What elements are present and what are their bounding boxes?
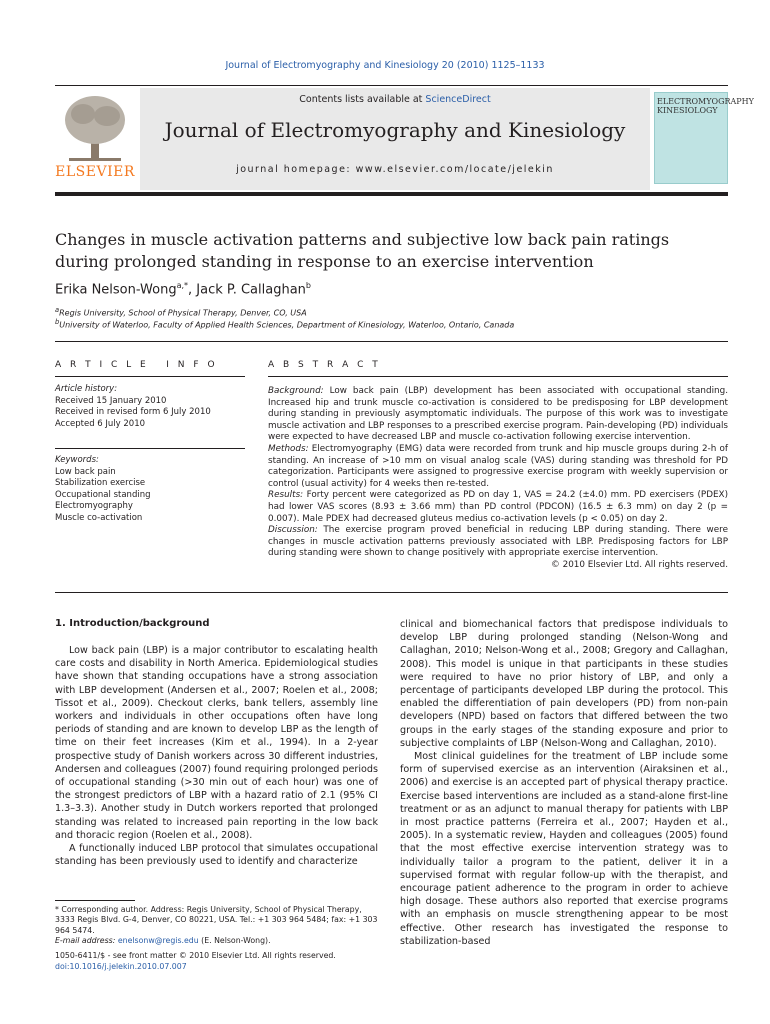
cover-title: ELECTROMYOGRAPHY KINESIOLOGY [657,97,754,115]
masthead-rule [55,192,728,196]
affiliation-text: University of Waterloo, Faculty of Applied Health Sciences, Department of Kinesiology, Waterloo, Ontario, Canada [59,320,515,330]
keyword: Stabilization exercise [55,478,146,489]
keyword: Electromyography [55,501,133,512]
email-link[interactable]: enelsonw@regis.edu [117,936,199,946]
body-paragraph: Low back pain (LBP) is a major contributor to escalating health care costs and disability in North America. Epidemiological studies have shown that standing occupations have a strong association with LBP development (Andersen et al., 2007; Roelen et al., 2008; Tissot et al., 2009). Checkout clerks, bank tellers, assembly line workers and individuals in other occupations often have long periods of standing and are known to develop LBP as the length of time on their feet increases (Kim et al., 1994). In a 2-year prospective study of Danish workers across 30 different industries, Andersen and colleagues (2007) found requiring prolonged periods of occupational standing (>30 min out of each hour) was one of the strongest predictors of LBP with a hazard ratio of 2.1 (95% CI 1.3–3.3). Another study in Dutch workers reported that prolonged standing was related to increased pain reporting in the low back and thoracic region (Roelen et al., 2008). [55,645,378,841]
abstract-methods [268,444,728,490]
abstract-text: Low back pain (LBP) development has been associated with occupational standing. Increased hip and trunk muscle co-activation is considered to be predisposing for LBP development during standing in previously asymptomatic individuals. The purpose of this work was to investigate muscle activation and LBP responses to a prescribed exercise program. Pain-developing (PD) individuals were expected to have decreased LBP and muscle co-activation following exercise intervention. [268,386,728,443]
issn-line: 1050-6411/$ - see front matter © 2010 Elsevier Ltd. All rights reserved. [55,951,336,960]
abstract-copyright: © 2010 Elsevier Ltd. All rights reserved. [551,559,728,570]
affiliation-a [55,306,307,318]
email-label: E-mail address: [55,936,116,946]
journal-name: Journal of Electromyography and Kinesiology [164,118,626,142]
running-head[interactable]: Journal of Electromyography and Kinesiology 20 (2010) 1125–1133 [225,60,545,71]
abstract-text: Electromyography (EMG) data were recorded from trunk and hip muscle groups during 2-h of standing. An increase of >10 mm on visual analog scale (VAS) during standing was threshold for PD categorization. Participants were assigned to progressive exercise program with weekly supervision or control (usual activity) for 4 weeks then re-tested. [268,443,728,489]
body-paragraph: A functionally induced LBP protocol that simulates occupational standing has been previously used to identify and characterize [55,843,378,868]
body-column-right [400,618,728,948]
abstract-rule [268,376,728,377]
history-item: Received 15 January 2010 [55,395,167,406]
footnote-rule [55,900,135,901]
keyword: Muscle co-activation [55,512,143,523]
article-title [55,229,735,273]
article-info-heading: A R T I C L E I N F O [55,360,218,370]
email-suffix: (E. Nelson-Wong). [198,936,271,946]
abstract-body [268,386,728,572]
abstract-label: Methods: [268,443,309,454]
contents-prefix: Contents lists available at [299,94,426,105]
history-rule [55,448,245,449]
affiliation-b [55,318,514,330]
affiliation-marker: b [55,318,60,326]
author-separator: , [188,282,197,298]
section-heading: 1. Introduction/background [55,618,210,629]
abstract-bottom-rule [55,592,728,593]
abstract-results [268,490,728,525]
title-line-1: Changes in muscle activation patterns and subjective low back pain ratings [55,230,670,249]
abstract-label: Results: [268,490,304,501]
author-superscript: b [305,281,311,290]
abstract-heading: A B S T R A C T [268,360,381,370]
keywords [55,455,245,525]
header-rule [55,85,728,86]
corresponding-author: * Corresponding author. Address: Regis University, School of Physical Therapy, 3333 Regis Blvd. G-4, Denver, CO 80221, USA. Tel.: +1 303 964 5484; fax: +1 303 964 5474. [55,905,378,935]
author-list [55,281,311,297]
abstract-text: Forty percent were categorized as PD on day 1, VAS = 24.2 (±4.0) mm. PD exercisers (PDEX) had lower VAS scores (8.93 ± 3.66 mm) than PD control (PDCON) (16.5 ± 6.3 mm) on day 2 (p = 0.007). Male PDEX had decreased gluteus medius co-activation levels (p < 0.05) on day 2. [268,490,728,524]
article-info-rule [55,376,245,377]
issn-footer [55,950,336,972]
keyword: Low back pain [55,466,116,477]
email-line [55,936,378,946]
abstract-label: Discussion: [268,525,318,536]
sciencedirect-link[interactable]: ScienceDirect [425,94,491,105]
author-name: Jack P. Callaghan [196,282,306,298]
abstract-label: Background: [268,386,324,396]
affiliation-marker: a [55,306,60,314]
body-column-left [55,644,378,868]
history-item: Received in revised form 6 July 2010 [55,407,211,418]
body-paragraph: clinical and biomechanical factors that predispose individuals to develop LBP during prolonged standing (Nelson-Wong and Callaghan, 2010; Nelson-Wong et al., 2008; Gregory and Callaghan, 2008). This model is unique in that participants in these studies were required to have no prior history of LBP, and only a percentage of participants developed LBP during the protocol. This enabled the differentiation of pain developers (PD) from non-pain developers (NPD) based on factors that differed between the two groups in the early stages of the standing exposure and prior to subjective complaints of LBP (Nelson-Wong and Callaghan, 2010). [400,619,728,749]
affiliation-text: Regis University, School of Physical Therapy, Denver, CO, USA [59,308,307,318]
keyword: Occupational standing [55,489,151,500]
doi-link[interactable]: doi:10.1016/j.jelekin.2010.07.007 [55,962,187,971]
elsevier-wordmark: ELSEVIER [55,164,135,180]
journal-homepage[interactable]: journal homepage: www.elsevier.com/locate/jelekin [236,164,554,175]
keywords-label: Keywords: [55,455,99,465]
title-line-2: during prolonged standing in response to an exercise intervention [55,252,594,271]
history-label: Article history: [55,384,118,394]
author-name: Erika Nelson-Wong [55,282,177,298]
abstract-discussion [268,525,728,560]
abstract-background [268,386,728,444]
author-superscript: a,* [176,281,189,290]
corresponding-footnote [55,905,378,947]
contents-line [140,94,650,105]
history-item: Accepted 6 July 2010 [55,418,146,429]
body-paragraph: Most clinical guidelines for the treatment of LBP include some form of supervised exercise as an intervention (Airaksinen et al., 2006) and exercise is an accepted part of physical therapy practice. Exercise based interventions are included as a stand-alone first-line treatment or as an adjunct to manual therapy for patients with LBP in most practice patterns (Ferreira et al., 2007; Hayden et al., 2005). In a systematic review, Hayden and colleagues (2005) found that the most effective exercise intervention strategy was to individually tailor a program to the patient, deliver it in a supervised format with regular follow-up with the therapist, and encourage patient adherence to the program in order to achieve high dosage. These authors also reported that exercise programs with an emphasis on muscle strengthening appear to be most effective. Other research has investigated the response to stabilization-based [400,751,728,947]
affiliation-rule [55,341,728,342]
abstract-text: The exercise program proved beneficial in reducing LBP during standing. There were changes in muscle activation patterns previously associated with LBP. Predisposing factors for LBP during standing were shown to change positively with appropriate exercise intervention. [268,525,728,559]
article-history [55,384,245,430]
